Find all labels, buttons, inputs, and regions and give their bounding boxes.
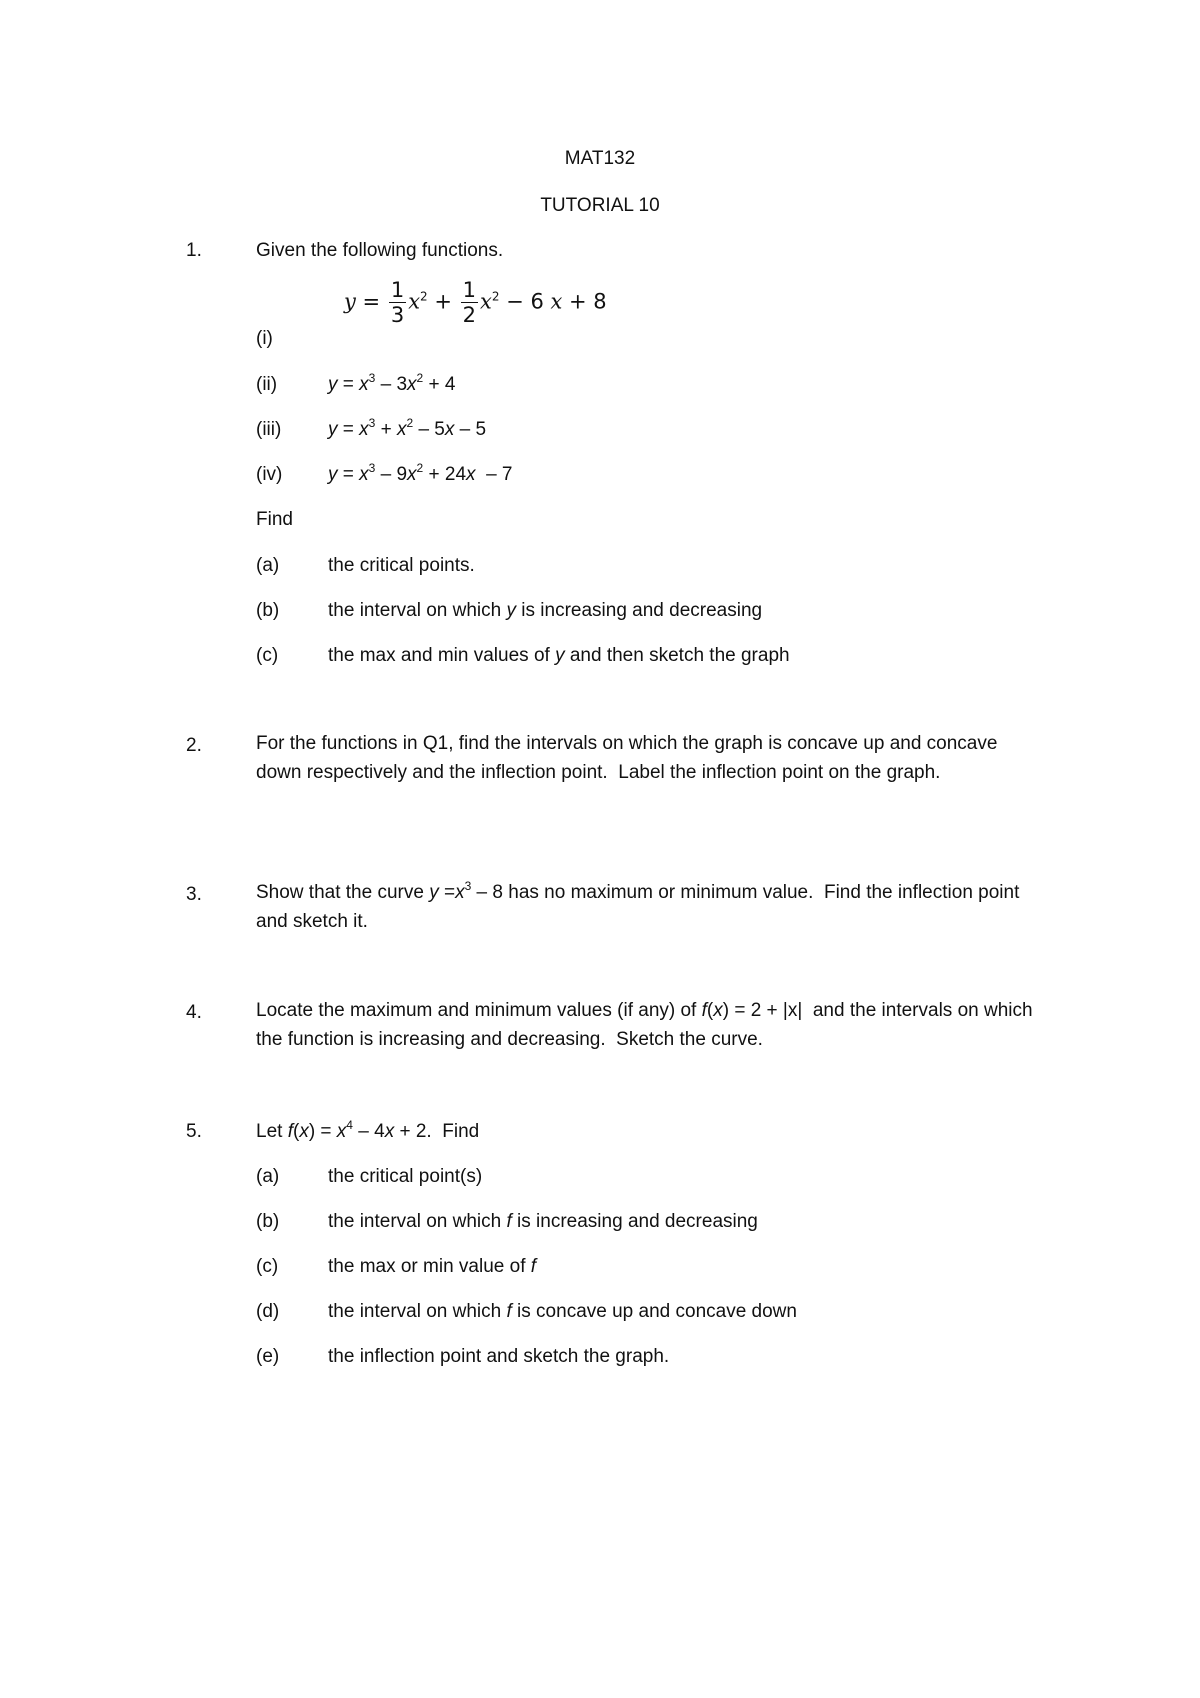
q3-number: 3. — [186, 884, 202, 905]
q5-part-d-text: the interval on which f is concave up and concave down — [328, 1301, 797, 1322]
q1-part-c-text: the max and min values of y and then sketch the graph — [328, 645, 790, 666]
q1-function-label-iv: (iv) — [256, 464, 283, 485]
q5-intro: Let $f(x) = x^4 - 4x + 2$. Find — [256, 1118, 480, 1142]
q4-text: Locate the maximum and minimum values (if any) of f(x) = 2 + |x| and the intervals on which the function is increasing and decreasing. Sketch the curve. — [256, 1000, 1033, 1050]
course-code: MAT132 — [564, 148, 636, 169]
q5-part-a-label: (a) — [256, 1166, 280, 1187]
q4-number: 4. — [186, 1002, 202, 1023]
q1-function-iv: $y = x^3 - 9x^2 + 24x - 7$ — [328, 461, 513, 485]
q2-text: For the functions in Q1, find the intervals on which the graph is concave up and concave down respectively and the inflection point. Label the inflection point on the graph. — [256, 733, 998, 783]
q1-find-label: Find — [256, 509, 293, 530]
q1-function-i: y = $\frac{1}{3}$ $x^2$ + $\frac{1}{2}$ $x^2 - 6$ x + 8 — [344, 278, 607, 327]
q5-part-b-label: (b) — [256, 1211, 280, 1232]
q1-part-b-text: the interval on which y is increasing and decreasing — [328, 600, 763, 621]
q1-part-c-label: (c) — [256, 645, 279, 666]
q5-part-b-text: the interval on which f is increasing and decreasing — [328, 1211, 758, 1232]
q5-number: 5. — [186, 1121, 202, 1142]
page-title: TUTORIAL 10 — [540, 195, 660, 216]
q1-function-label-iii: (iii) — [256, 419, 282, 440]
q1-part-b-label: (b) — [256, 600, 280, 621]
q1-function-iii: $y = x^3 + x^2 - 5x - 5$ — [328, 416, 487, 440]
q1-number: 1. — [186, 240, 202, 261]
q5-part-a-text: the critical point(s) — [328, 1166, 483, 1187]
q1-intro: Given the following functions. — [256, 240, 504, 261]
q5-part-e-label: (e) — [256, 1346, 280, 1367]
q1-part-a-label: (a) — [256, 555, 280, 576]
q1-part-a-text: the critical points. — [328, 555, 475, 576]
q1-function-label-ii: (ii) — [256, 374, 278, 395]
q5-part-e-text: the inflection point and sketch the graph. — [328, 1346, 670, 1367]
q5-part-d-label: (d) — [256, 1301, 280, 1322]
q5-part-c-text: the max or min value of f — [328, 1256, 537, 1277]
q5-part-c-label: (c) — [256, 1256, 279, 1277]
q1-function-ii: $y = x^3 - 3x^2 + 4$ — [328, 371, 456, 395]
q1-function-label-i: (i) — [256, 328, 273, 349]
q3-text: Show that the curve $y =x^3 - 8$ has no maximum or minimum value. Find the inflection point and sketch it. — [256, 879, 1020, 932]
q2-number: 2. — [186, 735, 202, 756]
